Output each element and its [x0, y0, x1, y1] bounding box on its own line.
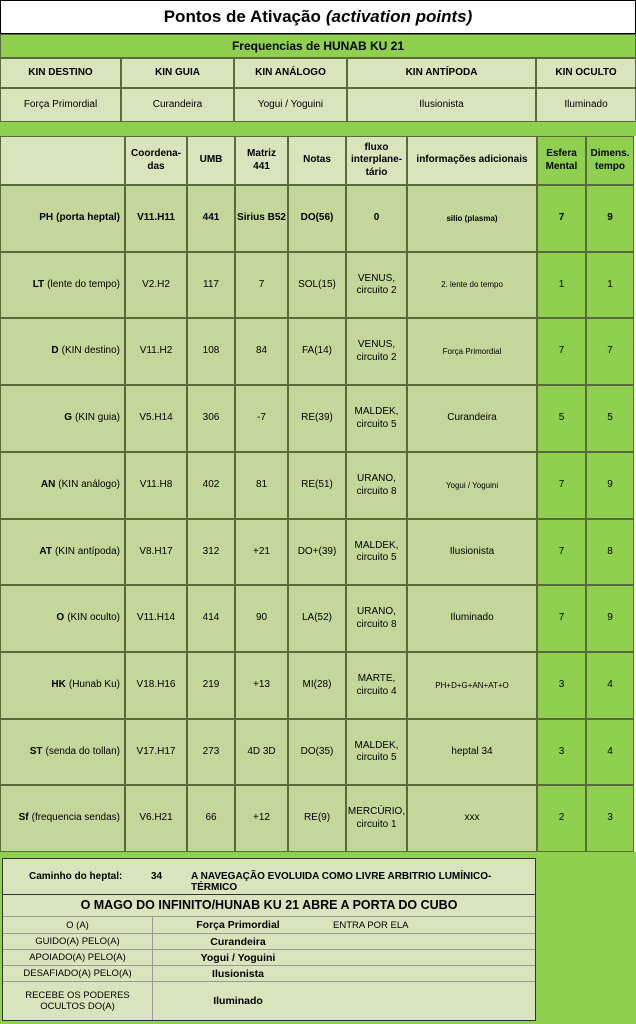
- cell-matriz: Sirius B52: [235, 185, 288, 252]
- cell-umb: 414: [187, 585, 235, 652]
- cell-esfera: 7: [537, 318, 586, 385]
- cell-coord: V11.H2: [125, 318, 187, 385]
- cell-info: heptal 34: [407, 719, 537, 785]
- cell-info: Iluminado: [407, 585, 537, 652]
- cell-matriz: 81: [235, 452, 288, 519]
- cell-umb: 441: [187, 185, 235, 252]
- row-label: [0, 318, 125, 385]
- cell-dimens: 9: [586, 185, 634, 252]
- footer-line-value: Iluminado: [213, 995, 263, 1007]
- col-header-notas: Notas: [288, 136, 346, 185]
- row-label: [0, 252, 125, 318]
- cell-fluxo: MERCÚRIO, circuito 1: [346, 785, 407, 852]
- cell-notas: LA(52): [288, 585, 346, 652]
- cell-notas: RE(39): [288, 385, 346, 452]
- cell-coord: V8.H17: [125, 519, 187, 585]
- cell-fluxo: VENUS, circuito 2: [346, 318, 407, 385]
- row-description: (KIN destino): [61, 345, 120, 357]
- kin-value-0: Força Primordial: [0, 88, 121, 122]
- cell-matriz: 4D 3D: [235, 719, 288, 785]
- cell-umb: 66: [187, 785, 235, 852]
- cell-notas: MI(28): [288, 652, 346, 719]
- title-main: Pontos de Ativação: [163, 7, 321, 26]
- row-code: LT: [32, 278, 45, 290]
- row-description: (Hunab Ku): [68, 679, 120, 691]
- footer-line-label: O (A): [3, 917, 153, 933]
- cell-umb: 402: [187, 452, 235, 519]
- frequencias-band: Frequencias de HUNAB KU 21: [0, 34, 636, 58]
- row-code: PH: [39, 212, 54, 224]
- col-header-info: informações adicionais: [407, 136, 537, 185]
- title-sub: (activation points): [325, 7, 473, 26]
- cell-info: 2. lente do tempo: [407, 252, 537, 318]
- footer-line: [3, 965, 535, 981]
- cell-coord: V6.H21: [125, 785, 187, 852]
- footer-line-label: APOIADO(A) PELO(A): [3, 950, 153, 965]
- row-description: (KIN oculto): [67, 612, 120, 624]
- cell-notas: DO+(39): [288, 519, 346, 585]
- cell-matriz: 7: [235, 252, 288, 318]
- footer-line-value: Força Primordial: [196, 919, 280, 931]
- cell-esfera: 7: [537, 519, 586, 585]
- kin-header-0: KIN DESTINO: [0, 58, 121, 88]
- col-header-fluxo: fluxo interplane- tário: [346, 136, 407, 185]
- row-label: [0, 452, 125, 519]
- row-description: (lente do tempo): [47, 278, 120, 290]
- row-code: G: [64, 412, 72, 424]
- cell-notas: SOL(15): [288, 252, 346, 318]
- cell-info: silio (plasma): [407, 185, 537, 252]
- row-code: AN: [40, 479, 56, 491]
- col-header-dimens: Dimens. tempo: [586, 136, 634, 185]
- row-label: [0, 652, 125, 719]
- kin-value-3: Ilusionista: [347, 88, 536, 122]
- cell-esfera: 7: [537, 185, 586, 252]
- cell-umb: 108: [187, 318, 235, 385]
- footer-line-value: Curandeira: [210, 935, 266, 948]
- footer-box: [2, 858, 536, 1021]
- row-description: (KIN antípoda): [54, 545, 120, 557]
- cell-matriz: 84: [235, 318, 288, 385]
- kin-value-1: Curandeira: [121, 88, 234, 122]
- row-description: (KIN análogo): [58, 479, 120, 491]
- row-description: (KIN guia): [74, 412, 120, 424]
- cell-coord: V2.H2: [125, 252, 187, 318]
- cell-dimens: 1: [586, 252, 634, 318]
- cell-esfera: 5: [537, 385, 586, 452]
- col-header-esfera: Esfera Mental: [537, 136, 586, 185]
- cell-info: xxx: [407, 785, 537, 852]
- col-header-first: [0, 136, 125, 185]
- kin-header-3: KIN ANTÍPODA: [347, 58, 536, 88]
- cell-umb: 306: [187, 385, 235, 452]
- row-label: [0, 185, 125, 252]
- cell-esfera: 3: [537, 652, 586, 719]
- row-code: O: [56, 612, 65, 624]
- cell-info: Yogui / Yoguini: [407, 452, 537, 519]
- col-header-matriz: Matriz 441: [235, 136, 288, 185]
- cell-fluxo: MARTE, circuito 4: [346, 652, 407, 719]
- kin-header-2: KIN ANÁLOGO: [234, 58, 347, 88]
- footer-line: [3, 916, 535, 933]
- cell-dimens: 7: [586, 318, 634, 385]
- cell-dimens: 9: [586, 452, 634, 519]
- cell-dimens: 4: [586, 652, 634, 719]
- separator-band: [0, 122, 636, 136]
- caminho-value: 34: [151, 871, 163, 882]
- col-header-coord: Coordena- das: [125, 136, 187, 185]
- footer-line: [3, 933, 535, 949]
- cell-coord: V18.H16: [125, 652, 187, 719]
- row-label: [0, 385, 125, 452]
- row-label: [0, 519, 125, 585]
- cell-matriz: -7: [235, 385, 288, 452]
- row-code: D: [51, 345, 59, 357]
- footer-line-extra: [323, 950, 463, 965]
- cell-esfera: 7: [537, 585, 586, 652]
- cell-coord: V11.H14: [125, 585, 187, 652]
- footer-line-label: RECEBE OS PODERES OCULTOS DO(A): [3, 982, 153, 1020]
- cell-matriz: +13: [235, 652, 288, 719]
- row-description: (porta heptal): [56, 212, 120, 224]
- cell-esfera: 7: [537, 452, 586, 519]
- cell-fluxo: 0: [346, 185, 407, 252]
- cell-dimens: 3: [586, 785, 634, 852]
- cell-notas: RE(9): [288, 785, 346, 852]
- cell-notas: RE(51): [288, 452, 346, 519]
- row-code: Sf: [18, 812, 29, 824]
- cell-esfera: 2: [537, 785, 586, 852]
- cell-notas: DO(35): [288, 719, 346, 785]
- kin-value-4: Iluminado: [536, 88, 636, 122]
- cell-umb: 117: [187, 252, 235, 318]
- cell-notas: FA(14): [288, 318, 346, 385]
- cell-matriz: 90: [235, 585, 288, 652]
- footer-line-label: GUIDO(A) PELO(A): [3, 934, 153, 949]
- footer-line-extra: [323, 934, 463, 949]
- cell-notas: DO(56): [288, 185, 346, 252]
- mago-line: O MAGO DO INFINITO/HUNAB KU 21 ABRE A PORTA DO CUBO: [80, 898, 458, 912]
- row-description: (senda do tollan): [45, 745, 120, 757]
- row-description: (frequencia sendas): [31, 812, 120, 824]
- row-code: AT: [39, 545, 52, 557]
- kin-header-4: KIN OCULTO: [536, 58, 636, 88]
- cell-coord: V11.H8: [125, 452, 187, 519]
- col-header-umb: UMB: [187, 136, 235, 185]
- row-code: ST: [29, 745, 43, 757]
- cell-fluxo: VENUS, circuito 2: [346, 252, 407, 318]
- caminho-text: A NAVEGAÇÃO EVOLUIDA COMO LIVRE ARBITRIO LUMÍNICO-TÉRMICO: [191, 871, 492, 893]
- cell-dimens: 5: [586, 385, 634, 452]
- cell-matriz: +21: [235, 519, 288, 585]
- footer-line-label: DESAFIADO(A) PELO(A): [3, 966, 153, 981]
- cell-fluxo: URANO, circuito 8: [346, 452, 407, 519]
- cell-coord: V5.H14: [125, 385, 187, 452]
- footer-line-value: Yogui / Yoguini: [200, 951, 276, 964]
- cell-fluxo: MALDEK, circuito 5: [346, 519, 407, 585]
- footer-line-extra: [323, 966, 463, 981]
- cell-coord: V11.H11: [125, 185, 187, 252]
- kin-header-1: KIN GUIA: [121, 58, 234, 88]
- cell-dimens: 8: [586, 519, 634, 585]
- footer-line-value: Ilusionista: [212, 967, 264, 980]
- cell-info: Força Primordial: [407, 318, 537, 385]
- cell-dimens: 4: [586, 719, 634, 785]
- footer-line-extra: [323, 982, 463, 1020]
- cell-info: Ilusionista: [407, 519, 537, 585]
- cell-fluxo: URANO, circuito 8: [346, 585, 407, 652]
- row-label: [0, 585, 125, 652]
- cell-esfera: 1: [537, 252, 586, 318]
- kin-value-2: Yogui / Yoguini: [234, 88, 347, 122]
- cell-info: Curandeira: [407, 385, 537, 452]
- footer-line: [3, 949, 535, 965]
- cell-fluxo: MALDEK, circuito 5: [346, 385, 407, 452]
- cell-coord: V17.H17: [125, 719, 187, 785]
- cell-fluxo: MALDEK, circuito 5: [346, 719, 407, 785]
- cell-umb: 273: [187, 719, 235, 785]
- row-label: [0, 785, 125, 852]
- footer-line-extra: ENTRA POR ELA: [333, 919, 409, 931]
- caminho-row: [3, 859, 535, 895]
- footer-line: [3, 981, 535, 1020]
- cell-umb: 312: [187, 519, 235, 585]
- cell-info: PH+D+G+AN+AT+O: [407, 652, 537, 719]
- page-title: [0, 0, 636, 34]
- cell-matriz: +12: [235, 785, 288, 852]
- cell-dimens: 9: [586, 585, 634, 652]
- row-label: [0, 719, 125, 785]
- row-code: HK: [51, 679, 66, 691]
- cell-esfera: 3: [537, 719, 586, 785]
- cell-umb: 219: [187, 652, 235, 719]
- caminho-label: Caminho do heptal:: [29, 871, 123, 882]
